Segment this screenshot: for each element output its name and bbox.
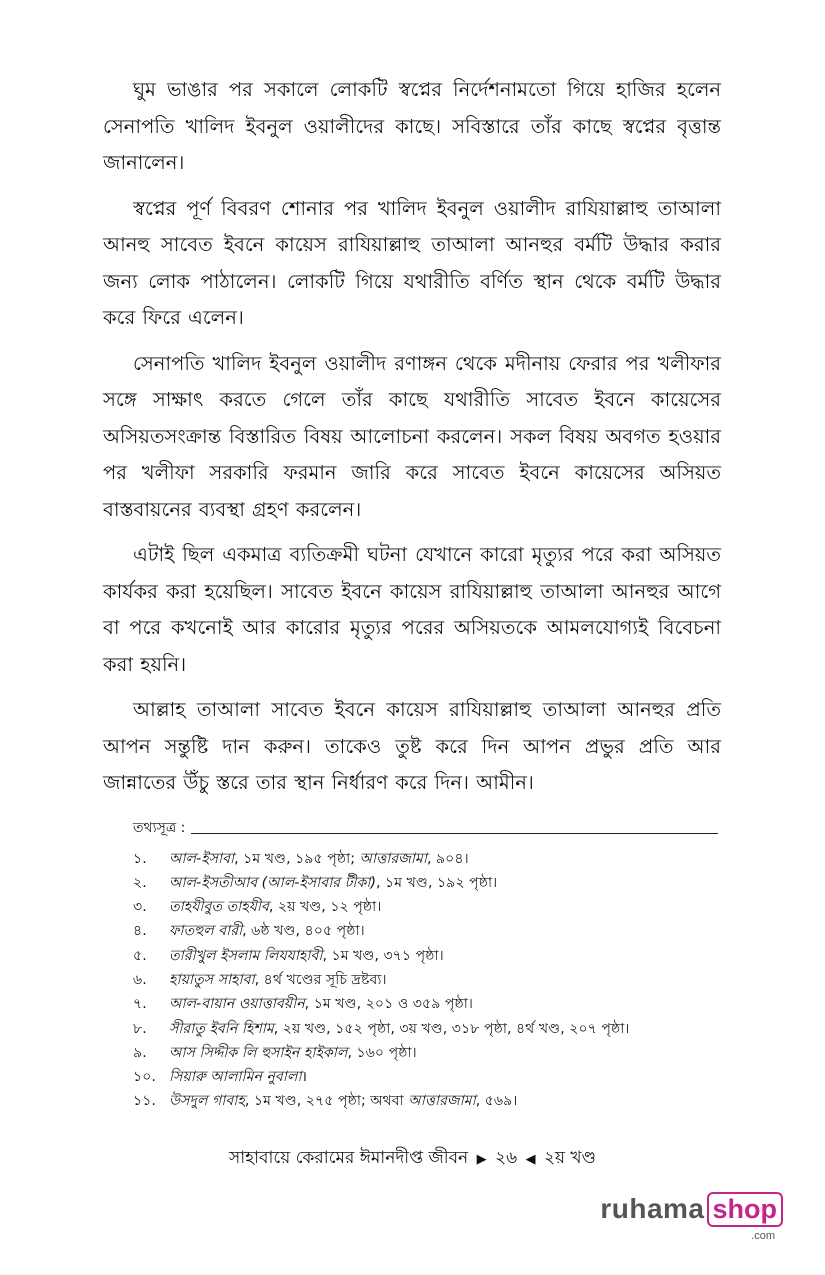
logo-text-shop: shop [707,1192,784,1227]
reference-number: ৯. [133,1044,147,1061]
reference-item [133,1089,718,1113]
reference-item [133,847,718,871]
reference-detail: , ৯০৪। [426,850,469,867]
reference-source-title: ফাতহুল বারী [169,923,243,940]
book-title: সাহাবায়ে কেরামের ঈমানদীপ্ত জীবন [228,1147,469,1168]
reference-source-title: উসদুল গাবাহ [169,1093,245,1110]
reference-item [133,1065,718,1089]
logo-text-ruhama: ruhama [600,1193,705,1225]
reference-number: ১১. [133,1093,156,1110]
reference-number: ৫. [133,947,147,964]
reference-number: ১. [133,850,147,867]
ruhamashop-logo [600,1192,783,1243]
reference-source-title: আত্তারজামা [408,1093,476,1110]
reference-item [133,1017,718,1041]
reference-detail: , ৫৬৯। [475,1093,518,1110]
page-number: ২৬ [495,1147,518,1168]
reference-item [133,895,718,919]
page-footer [0,1146,825,1172]
references-section [133,817,718,1114]
reference-text [169,968,718,992]
references-rule [191,833,718,834]
reference-detail: । [301,1069,308,1086]
reference-text [169,895,718,919]
reference-text [169,847,718,871]
paragraph: ঘুম ভাঙার পর সকালে লোকটি স্বপ্নের নির্দেশনামতো গিয়ে হাজির হলেন সেনাপতি খালিদ ইবনুল ওয়ালীদের কাছে। সবিস্তারে তাঁর কাছে স্বপ্নের বৃত্তান্ত জানালেন। [103,78,721,174]
paragraph: এটাই ছিল একমাত্র ব্যতিক্রমী ঘটনা যেখানে কারো মৃত্যুর পরে করা অসিয়ত কার্যকর করা হয়েছিল। সাবেত ইবনে কায়েস রাযিয়াল্লাহু তাআলা আনহুর আগে বা পরে কখনোই আর কারোর মৃত্যুর পরের অসিয়তকে আমলযোগ্যই বিবেচনা করা হয়নি। [103,543,721,676]
reference-number: ৬. [133,971,147,988]
reference-detail: , ১ম খণ্ড, ১৯২ পৃষ্ঠা। [375,874,498,891]
reference-number: ৪. [133,923,147,940]
triangle-right-icon: ▶ [476,1151,487,1167]
volume-label: ২য় খণ্ড [543,1147,597,1168]
paragraph: স্বপ্নের পূর্ণ বিবরণ শোনার পর খালিদ ইবনুল ওয়ালীদ রাযিয়াল্লাহু তাআলা আনহু সাবেত ইবনে কায়েস রাযিয়াল্লাহু তাআলা আনহুর বর্মটি উদ্ধার করার জন্য লোক পাঠালেন। লোকটি গিয়ে যথারীতি বর্ণিত স্থান থেকে বর্মটি উদ্ধার করে ফিরে এলেন। [103,196,721,329]
reference-detail: , ১ম খণ্ড, ২০১ ও ৩৫৯ পৃষ্ঠা। [304,996,473,1013]
reference-source-title: হায়াতুস সাহাবা [169,971,255,988]
reference-item [133,871,718,895]
reference-detail: , ১ম খণ্ড, ২৭৫ পৃষ্ঠা; অথবা [244,1093,409,1110]
reference-item [133,968,718,992]
references-heading-row [133,817,718,839]
reference-source-title: আল-ইসতীআব (আল-ইসাবার টীকা) [169,874,376,891]
reference-source-title: আত্তারজামা [359,850,427,867]
reference-text [169,1089,718,1113]
reference-item [133,992,718,1016]
paragraph: সেনাপতি খালিদ ইবনুল ওয়ালীদ রণাঙ্গন থেকে মদীনায় ফেরার পর খলীফার সঙ্গে সাক্ষাৎ করতে গেলে তাঁর কাছে যথারীতি সাবেত ইবনে কায়েসের অসিয়তসংক্রান্ত বিস্তারিত বিষয় আলোচনা করলেন। সকল বিষয় অবগত হওয়ার পর খলীফা সরকারি ফরমান জারি করে সাবেত ইবনে কায়েসের অসিয়ত বাস্তবায়নের ব্যবস্থা গ্রহণ করলেন। [103,351,721,521]
reference-text [169,992,718,1016]
reference-item [133,1041,718,1065]
reference-number: ৮. [133,1020,147,1037]
references-heading: তথ্যসূত্র : [133,819,186,836]
reference-source-title: সিয়ারু আলামিন নুবালা [169,1069,302,1086]
body-text [103,72,721,811]
reference-source-title: আস সিদ্দীক লি হুসাইন হাইকাল [169,1044,348,1061]
reference-source-title: আল-ইসাবা [169,850,235,867]
reference-detail: , ৪র্থ খণ্ডের সূচি দ্রষ্টব্য। [254,971,387,988]
reference-text [169,871,718,895]
reference-text [169,944,718,968]
reference-source-title: তারীখুল ইসলাম লিযযাহাবী [169,947,323,964]
triangle-left-icon: ◀ [525,1151,536,1167]
reference-detail: , ২য় খণ্ড, ১২ পৃষ্ঠা। [268,899,382,916]
reference-detail: , ১ম খণ্ড, ৩৭১ পৃষ্ঠা। [322,947,444,964]
reference-item [133,944,718,968]
logo-row [0,1192,825,1243]
reference-number: ৭. [133,996,147,1013]
reference-text [169,1017,718,1041]
logo-wordmark [600,1192,783,1227]
reference-number: ২. [133,874,147,891]
reference-item [133,919,718,943]
reference-text [169,1065,718,1089]
references-list [133,847,718,1114]
reference-detail: , ১ম খণ্ড, ১৯৫ পৃষ্ঠা; [234,850,360,867]
reference-source-title: তাহযীবুত তাহযীব [169,899,269,916]
reference-source-title: আল-বায়ান ওয়াত্তাবয়ীন [169,996,305,1013]
logo-text-domain: .com [751,1229,775,1242]
reference-detail: , ১৬০ পৃষ্ঠা। [347,1044,417,1061]
paragraph: আল্লাহ তাআলা সাবেত ইবনে কায়েস রাযিয়াল্লাহু তাআলা আনহুর প্রতি আপন সন্তুষ্টি দান করুন। তাকেও তুষ্ট করে দিন আপন প্রভুর প্রতি আর জান্নাতের উঁচু স্তরে তার স্থান নির্ধারণ করে দিন। আমীন। [103,698,721,794]
reference-detail: , ২য় খণ্ড, ১৫২ পৃষ্ঠা, ৩য় খণ্ড, ৩১৮ পৃষ্ঠা, ৪র্থ খণ্ড, ২০৭ পৃষ্ঠা। [273,1020,630,1037]
reference-number: ১০. [133,1069,156,1086]
reference-number: ৩. [133,899,147,916]
reference-detail: , ৬ষ্ঠ খণ্ড, ৪০৫ পৃষ্ঠা। [242,923,365,940]
reference-source-title: সীরাতু ইবনি হিশাম [169,1020,274,1037]
reference-text [169,1041,718,1065]
reference-text [169,919,718,943]
